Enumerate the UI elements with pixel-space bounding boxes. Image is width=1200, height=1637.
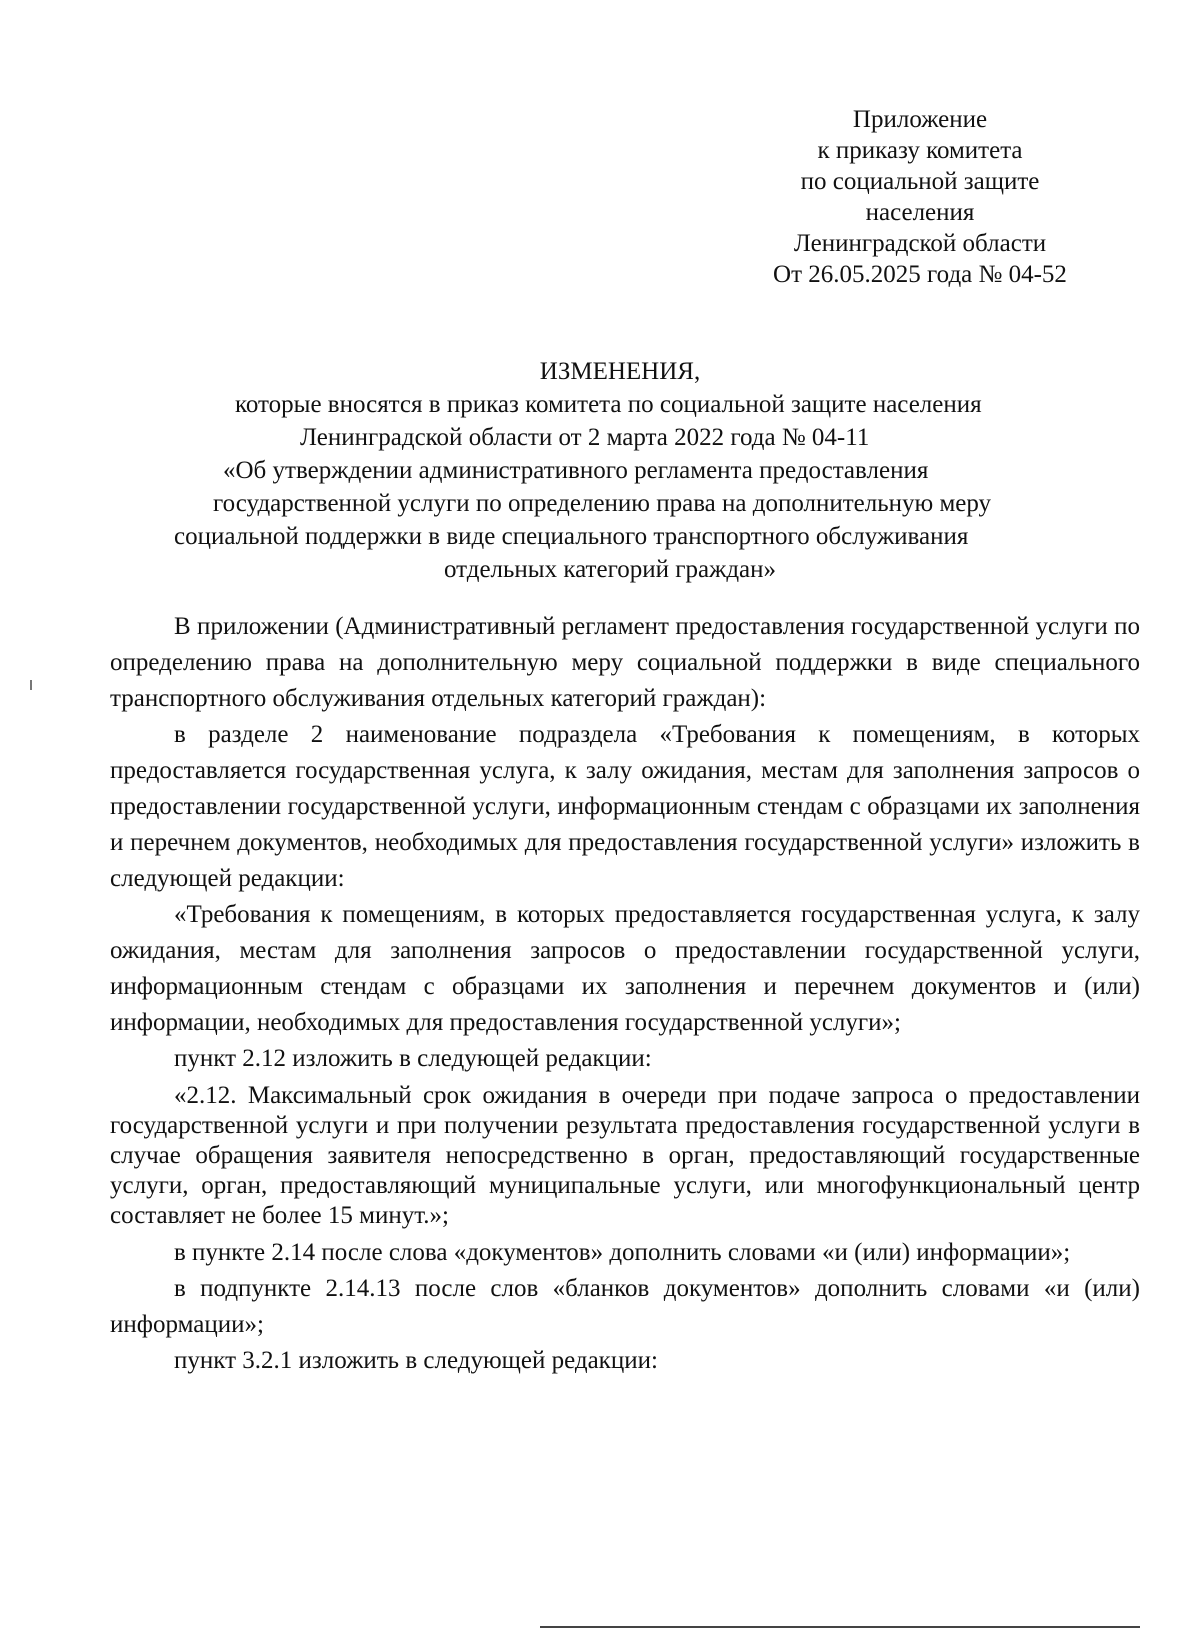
title-heading: ИЗМЕНЕНИЯ, bbox=[539, 358, 701, 385]
title-line: государственной услуги по определению права на дополнительную меру bbox=[213, 490, 992, 517]
body-paragraph: в пункте 2.14 после слова «документов» дополнить словами «и (или) информации»; bbox=[174, 1239, 1071, 1266]
body-paragraph: в подпункте 2.14.13 после слов «бланков документов» дополнить словами «и (или) информации»; bbox=[110, 1275, 1140, 1338]
appendix-line: населения bbox=[865, 199, 975, 226]
appendix-line: Приложение bbox=[852, 106, 988, 133]
body-paragraph: пункт 2.12 изложить в следующей редакции: bbox=[174, 1045, 652, 1072]
appendix-line: по социальной защите bbox=[800, 168, 1040, 195]
title-line: Ленинградской области от 2 марта 2022 года № 04-11 bbox=[300, 424, 870, 451]
body-paragraph: в разделе 2 наименование подраздела «Требования к помещениям, в которых предоставляется государственная услуга, к залу ожидания, местам для заполнения запросов о предоставлении государственной услуги, информационным стендам с образцами их заполнения и перечнем документов, необходимых для предоставления государственной услуги» изложить в следующей редакции: bbox=[110, 721, 1140, 892]
appendix-line: к приказу комитета bbox=[817, 137, 1023, 164]
document-title bbox=[110, 355, 1090, 586]
title-line: которые вносятся в приказ комитета по социальной защите населения bbox=[235, 391, 982, 418]
scan-mark bbox=[30, 680, 32, 690]
title-line: «Об утверждении административного регламента предоставления bbox=[223, 457, 929, 484]
body-paragraph: пункт 3.2.1 изложить в следующей редакции: bbox=[174, 1347, 658, 1374]
appendix-block bbox=[740, 104, 1100, 290]
appendix-line: Ленинградской области bbox=[793, 230, 1047, 257]
page-bottom-rule bbox=[540, 1626, 1140, 1628]
appendix-line: От 26.05.2025 года № 04-52 bbox=[773, 261, 1067, 288]
title-line: социальной поддержки в виде специального транспортного обслуживания bbox=[174, 523, 969, 550]
title-line: отдельных категорий граждан» bbox=[443, 556, 777, 583]
document-body bbox=[110, 609, 1140, 1379]
body-paragraph: В приложении (Административный регламент предоставления государственной услуги по определению права на дополнительную меру социальной поддержки в виде специального транспортного обслуживания отдельных категорий граждан): bbox=[110, 613, 1140, 712]
body-paragraph: «Требования к помещениям, в которых предоставляется государственная услуга, к залу ожидания, местам для заполнения запросов о предоставлении государственной услуги, информационным стендам с образцами их заполнения и перечнем документов и (или) информации, необходимых для предоставления государственной услуги»; bbox=[110, 901, 1140, 1036]
body-paragraph: «2.12. Максимальный срок ожидания в очереди при подаче запроса о предоставлении государственной услуги и при получении результата предоставления государственной услуги в случае обращения заявителя непосредственно в орган, предоставляющий государственные услуги, орган, предоставляющий муниципальные услуги, или многофункциональный центр составляет не более 15 минут.»; bbox=[110, 1082, 1140, 1229]
